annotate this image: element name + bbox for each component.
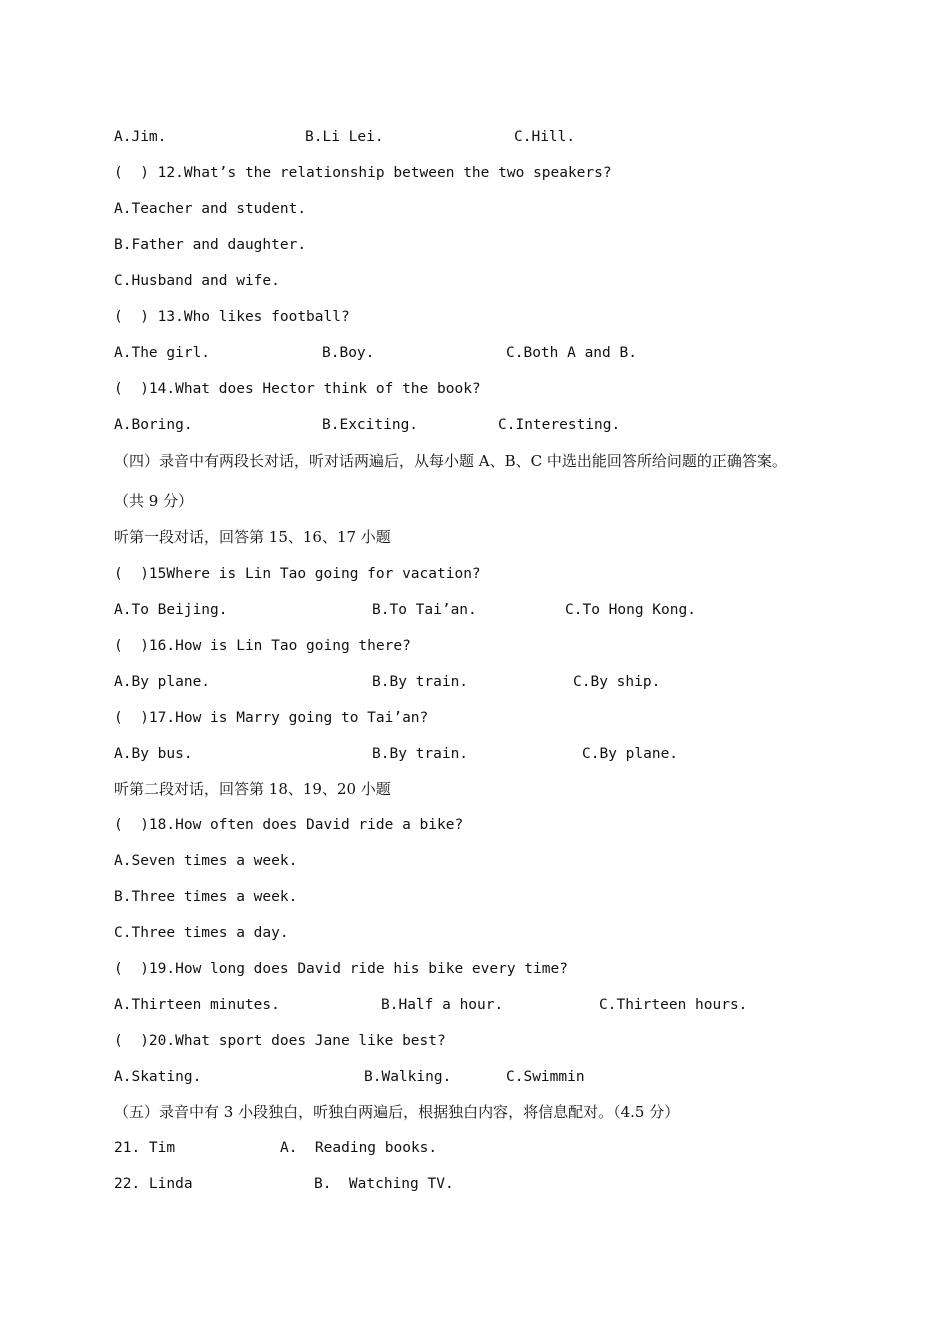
option-b: B.Li Lei. — [305, 129, 384, 145]
option-c: C.To Hong Kong. — [565, 602, 696, 618]
option-b: B.To Tai’an. — [372, 602, 477, 618]
question-20: ( )20.What sport does Jane like best? — [114, 1033, 446, 1049]
option-c: C.Hill. — [514, 129, 576, 145]
match-row — [114, 1174, 454, 1234]
dialogue-2-heading: 听第二段对话，回答第 18、19、20 小题 — [114, 780, 391, 798]
question-17: ( )17.How is Marry going to Tai’an? — [114, 710, 429, 726]
option-b: B.Half a hour. — [381, 997, 504, 1013]
question-15: ( )15Where is Lin Tao going for vacation? — [114, 566, 481, 582]
section-4-score: （共 9 分） — [114, 492, 194, 510]
option-b: B.By train. — [372, 746, 469, 762]
question-13: ( ) 13.Who likes football? — [114, 309, 350, 325]
match-person: 22. Linda — [114, 1176, 193, 1192]
option-c: C.Both A and B. — [506, 345, 637, 361]
option-a: A.To Beijing. — [114, 602, 228, 618]
option-a: A.By plane. — [114, 674, 211, 690]
option-c: C.Swimmin — [506, 1069, 585, 1085]
section-4-heading: （四）录音中有两段长对话，听对话两遍后，从每小题 A、B、C 中选出能回答所给问题的正确答案。 — [114, 452, 787, 470]
option-b: B.Walking. — [364, 1069, 452, 1085]
option-a: A.By bus. — [114, 746, 193, 762]
option-b: B.Exciting. — [322, 417, 419, 433]
option-c: C.By plane. — [582, 746, 679, 762]
match-activity: B. Watching TV. — [314, 1176, 454, 1192]
option-a: A.Skating. — [114, 1069, 202, 1085]
dialogue-1-heading: 听第一段对话，回答第 15、16、17 小题 — [114, 528, 391, 546]
option-line: A.Teacher and student. — [114, 201, 307, 217]
question-14: ( )14.What does Hector think of the book? — [114, 381, 481, 397]
option-line: C.Three times a day. — [114, 925, 289, 941]
option-a: A.Thirteen minutes. — [114, 997, 280, 1013]
option-a: A.The girl. — [114, 345, 211, 361]
option-line: B.Three times a week. — [114, 889, 298, 905]
question-18: ( )18.How often does David ride a bike? — [114, 817, 464, 833]
question-16: ( )16.How is Lin Tao going there? — [114, 638, 411, 654]
option-line: C.Husband and wife. — [114, 273, 280, 289]
option-line: B.Father and daughter. — [114, 237, 307, 253]
match-person: 21. Tim — [114, 1140, 176, 1156]
option-b: B.By train. — [372, 674, 469, 690]
option-b: B.Boy. — [322, 345, 375, 361]
question-19: ( )19.How long does David ride his bike every time? — [114, 961, 568, 977]
option-c: C.By ship. — [573, 674, 661, 690]
option-line: A.Seven times a week. — [114, 853, 298, 869]
match-activity: A. Reading books. — [280, 1140, 438, 1156]
option-a: A.Jim. — [114, 129, 167, 145]
option-a: A.Boring. — [114, 417, 193, 433]
question-12: ( ) 12.What’s the relationship between the two speakers? — [114, 165, 612, 181]
section-5-heading: （五）录音中有 3 小段独白，听独白两遍后，根据独白内容，将信息配对。（4.5 分） — [114, 1103, 680, 1121]
option-c: C.Thirteen hours. — [599, 997, 748, 1013]
option-c: C.Interesting. — [498, 417, 621, 433]
